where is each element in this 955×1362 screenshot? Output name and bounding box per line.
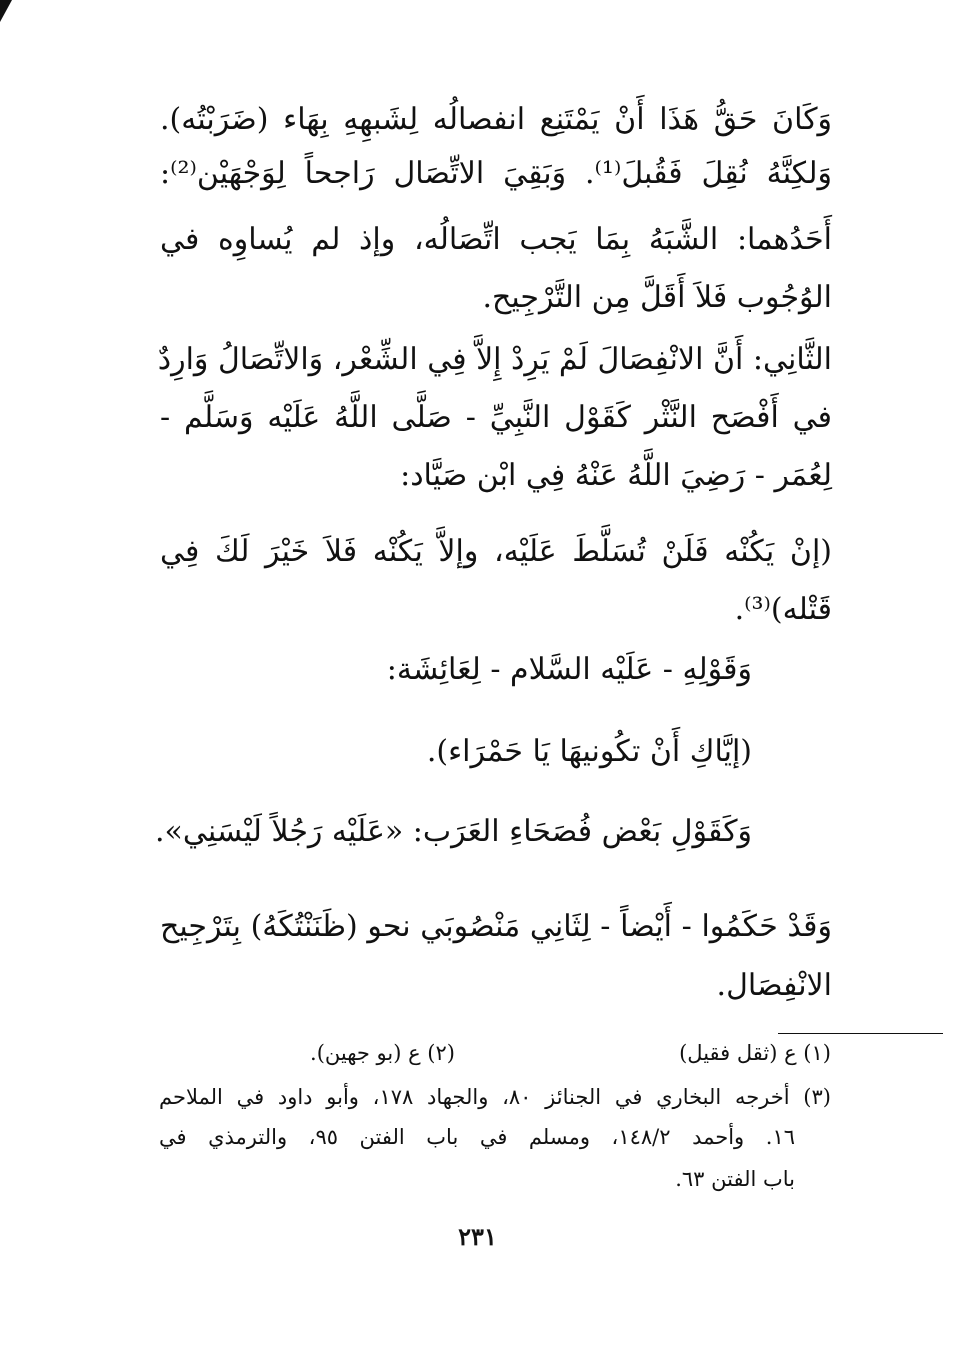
footnote-separator (778, 1033, 943, 1034)
page-number: ٢٣١ (458, 1222, 497, 1251)
text-line-10: وَقَوْلِهِ - عَلَيْه السَّلام - لِعَائِشَة: (386, 652, 752, 687)
text-line-13: وَقَدْ حَكَمُوا - أَيْضاً - لِثَانِي مَنْصُوبَي نحو (ظَنَنْتُكَهُ) بِتَرْجِيح (160, 909, 832, 944)
text-line-9: قَتْله)⁽³⁾. (734, 592, 832, 627)
text-line-7: لِعُمَر - رَضِيَ اللَّهُ عَنْهُ فِي ابْن صَيَّاد: (400, 458, 832, 493)
text-line-12: وَكَقَوْلِ بَعْض فُصَحَاءِ العَرَب: «عَلَيْه رَجُلاً لَيْسَنِي». (154, 814, 752, 849)
text-line-1: وَكَانَ حَقُّ هَذَا أَنْ يَمْتَنِع انفصالُه لِشَبهِهِ بِهَاء (ضَرَبْتُه). (160, 102, 832, 137)
footnote-3-line-2: ١٦. وأحمد ١٤٨/٢، ومسلم في باب الفتن ٩٥، والترمذي في (159, 1125, 795, 1149)
text-line-2: وَلكِنَّهُ نُقِلَ فَقُبلَ⁽¹⁾. وَبَقِيَ الاتِّصَال رَاجحاً لِوَجْهَيْن⁽²⁾: (160, 156, 832, 191)
text-line-4: الوُجُوب فَلاَ أَقَلَّ مِن التَّرْجِيح. (482, 280, 832, 315)
text-line-3: أَحَدُهما: الشَّبَهُ بِمَا يَجب اتِّصَالُه، وإذ لم يُساوِه في (160, 222, 832, 257)
footnote-1: (١) ع (ثقل فقيل) (679, 1041, 831, 1065)
text-line-5: الثَّانِي: أَنَّ الانْفِصَالَ لَمْ يَرِدْ إِلاَّ فِي الشِّعْر، وَالاتِّصَالُ وَارِدٌ (157, 342, 832, 377)
text-line-11: (إيَّاكِ أَنْ تكُونيهَا يَا حَمْرَاء). (426, 734, 752, 769)
text-line-6: في أَفْصَح النَّثْر كَقَوْل النَّبِيِّ - صَلَّى اللَّهُ عَلَيْه وَسَلَّم - (160, 400, 832, 435)
footnote-3-line-3: باب الفتن ٦٣. (675, 1167, 795, 1191)
text-line-14: الانْفِصَال. (716, 968, 832, 1003)
footnote-3-line-1: (٣) أخرجه البخاري في الجنائز ٨٠، والجهاد ١٧٨، وأبو داود في الملاحم (159, 1085, 831, 1109)
footnote-2: (٢) ع (بو جهين). (310, 1041, 455, 1065)
text-line-8: (إنْ يَكُنْه فَلَنْ تُسَلَّطَ عَلَيْه، وإلاَّ يَكُنْه فَلاَ خَيْرَ لَكَ فِي (160, 534, 832, 569)
corner-mark (0, 0, 12, 22)
